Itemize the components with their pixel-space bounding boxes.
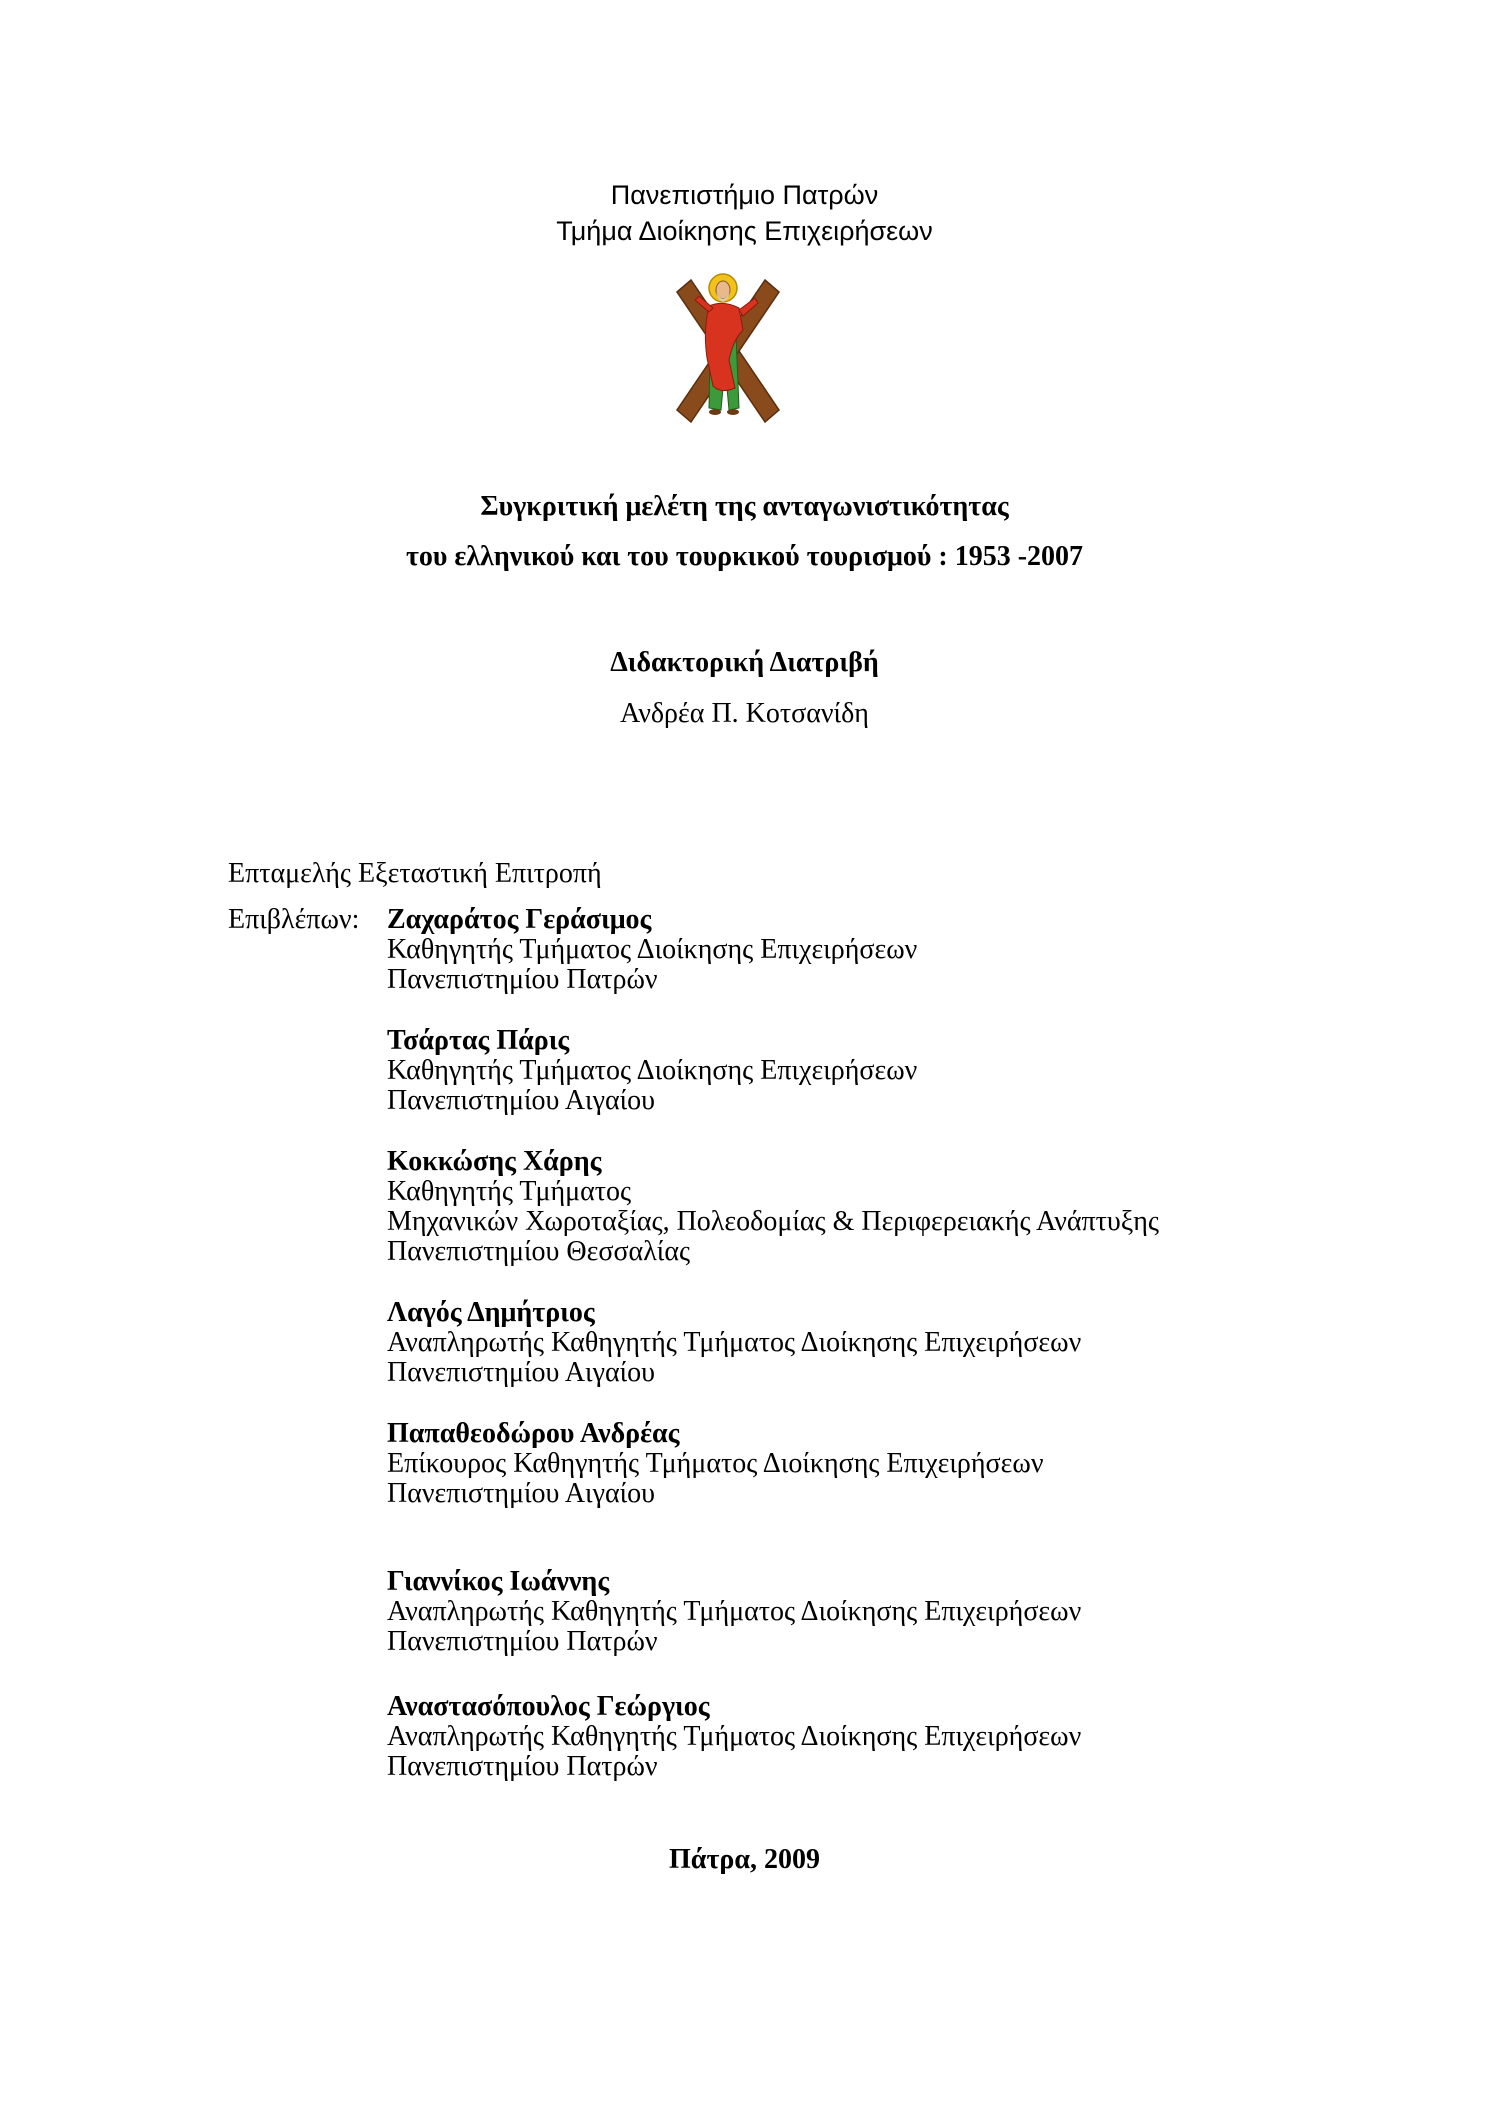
member-name: Κοκκώσης Χάρης xyxy=(387,1146,602,1177)
supervisor-label: Επιβλέπων: xyxy=(228,904,360,935)
department-name: Τμήμα Διοίκησης Επιχειρήσεων xyxy=(556,216,933,246)
committee-member xyxy=(387,1026,917,1116)
member-position: Αναπληρωτής Καθηγητής Τμήματος Διοίκησης Επιχειρήσεων xyxy=(387,1721,1082,1752)
thesis-title-line-2: του ελληνικού και του τουρκικού τουρισμού : 1953 -2007 xyxy=(405,541,1084,572)
member-position: Καθηγητής Τμήματος xyxy=(387,1176,632,1207)
member-institution: Πανεπιστημίου Θεσσαλίας xyxy=(387,1236,691,1267)
member-position: Επίκουρος Καθηγητής Τμήματος Διοίκησης Επιχειρήσεων xyxy=(387,1448,1044,1479)
committee-label: Επταμελής Εξεταστική Επιτροπή xyxy=(228,858,602,889)
author-name: Ανδρέα Π. Κοτσανίδη xyxy=(620,698,869,729)
place-and-date: Πάτρα, 2009 xyxy=(669,1844,820,1875)
thesis-type: Διδακτορική Διατριβή xyxy=(610,647,879,678)
committee-member xyxy=(387,1692,1081,1782)
member-position: Αναπληρωτής Καθηγητής Τμήματος Διοίκησης Επιχειρήσεων xyxy=(387,1596,1082,1627)
thesis-title-line-1: Συγκριτική μελέτη της ανταγωνιστικότητας xyxy=(480,491,1009,522)
committee-member xyxy=(387,905,917,995)
member-institution: Πανεπιστημίου Πατρών xyxy=(387,1751,658,1782)
member-name: Παπαθεοδώρου Ανδρέας xyxy=(387,1418,680,1449)
committee-member xyxy=(387,1567,1081,1657)
member-institution: Πανεπιστημίου Αιγαίου xyxy=(387,1085,656,1116)
member-institution: Πανεπιστημίου Αιγαίου xyxy=(387,1478,656,1509)
committee-member xyxy=(387,1147,1159,1267)
member-institution: Πανεπιστημίου Πατρών xyxy=(387,1626,658,1657)
university-name: Πανεπιστήμιο Πατρών xyxy=(610,180,879,210)
member-name: Τσάρτας Πάρις xyxy=(387,1025,570,1056)
member-institution: Πανεπιστημίου Αιγαίου xyxy=(387,1357,656,1388)
member-name: Αναστασόπουλος Γεώργιος xyxy=(387,1691,710,1722)
member-institution: Πανεπιστημίου Πατρών xyxy=(387,964,658,995)
committee-member xyxy=(387,1298,1081,1388)
saint-andrew-cross-emblem-icon xyxy=(673,270,783,425)
member-name: Γιαννίκος Ιωάννης xyxy=(387,1566,610,1597)
committee-member xyxy=(387,1419,1043,1509)
member-position: Αναπληρωτής Καθηγητής Τμήματος Διοίκησης Επιχειρήσεων xyxy=(387,1327,1082,1358)
member-department: Μηχανικών Χωροταξίας, Πολεοδομίας & Περιφερειακής Ανάπτυξης xyxy=(387,1206,1159,1237)
member-name: Λαγός Δημήτριος xyxy=(387,1297,595,1328)
member-position: Καθηγητής Τμήματος Διοίκησης Επιχειρήσεων xyxy=(387,934,918,965)
member-name: Ζαχαράτος Γεράσιμος xyxy=(387,904,652,935)
member-position: Καθηγητής Τμήματος Διοίκησης Επιχειρήσεων xyxy=(387,1055,918,1086)
